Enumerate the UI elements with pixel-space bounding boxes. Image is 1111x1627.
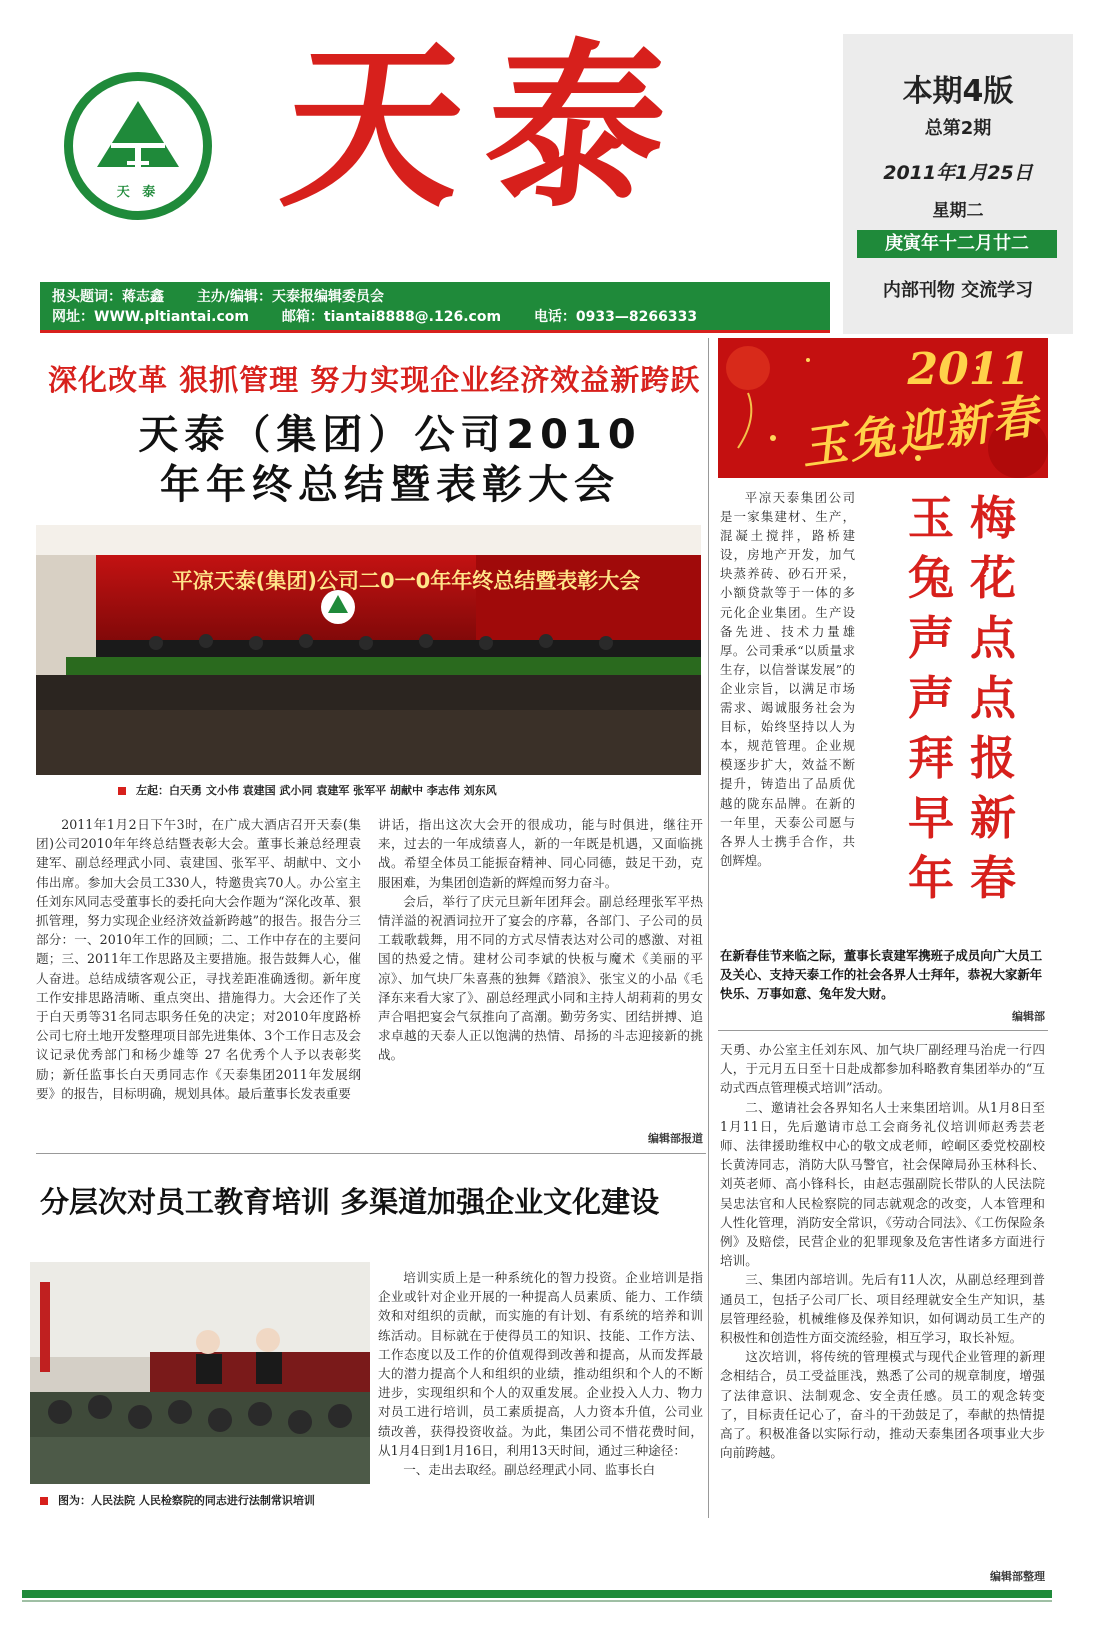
lunar-date: 庚寅年十二月廿二 [857,230,1057,258]
article2-photo-caption [40,1492,315,1508]
email: 邮箱：tiantai8888@.126.com [281,309,502,325]
article1-col1 [36,815,361,1103]
article2-right-col [720,1040,1045,1462]
info-bar [40,282,830,330]
greeting-signature: 编辑部 [1012,1010,1045,1023]
issue-weekday: 星期二 [932,201,984,221]
article1-headline-line1: 天泰（集团）公司2010 [138,412,642,458]
footer-thin-rule [22,1600,1052,1602]
poem-char: 点 [970,611,1016,665]
tree-logo-icon [87,95,189,195]
article1-signature: 编辑部报道 [648,1132,703,1145]
masthead-rule [40,330,830,333]
article2-left-col [378,1268,703,1479]
greeting-body [720,488,855,870]
article1-headline-line2: 年年终总结暨表彰大会 [160,462,620,508]
article2-right-p3: 三、集团内部培训。先后有11人次，从副总经理到普通员工，包括子公司厂长、项目经理就安全生产知识，基层管理经验，机械维修及保养知识，如何调动员工生产的积极性和创造性方面交流经验，相互学习，取长补短。 [720,1272,1045,1346]
greeting-bold-text: 在新春佳节来临之际，董事长袁建军携班子成员向广大员工及关心、支持天泰工作的社会各界人士拜年，恭祝大家新年快乐、万事如意、兔年发大财。 [720,948,1043,1001]
greeting-divider [718,1030,1048,1031]
website: 网址：WWW.pltiantai.com [52,309,249,325]
poem-char: 早 [908,791,954,845]
banner-year: 2011 [907,344,1030,395]
inscription: 报头题词：蒋志鑫 [52,289,164,305]
article2-right-p4: 这次培训，将传统的管理模式与现代企业管理的新理念相结合，员工受益匪浅，熟悉了公司的规章制度，增强了法律意识、法制观念、安全责任感。员工的观念转变了，目标责任记心了，奋斗的干劲鼓足了，奉献的热情提高了。积极准备以实际行动，推动天泰集团各项事业大步向前跨越。 [720,1349,1045,1461]
caption-marker-icon [40,1497,48,1505]
issue-date: 2011年1月25日 [883,162,1033,184]
newspaper-logo [64,72,212,220]
article1-col1-text: 2011年1月2日下午3时，在广成大酒店召开天泰(集团)公司2010年年终总结暨表彰大会。董事长兼总经理袁建军、副总经理武小同、袁建国、张军平、胡献中、文小伟出席。参加大会员工330人，特邀贵宾70人。办公室主任刘东风同志受董事长的委托向大会作题为“深化改革、狠抓管理，努力实现企业经济效益新跨越”的报告。报告分三部分：一、2010年工作的回顾；二、工作中存在的主要问题；三、2011年工作思路及主要措施。报告鼓舞人心，催人奋进。总结成绩客观公正，寻找差距准确透彻。新年度工作安排思路清晰、重点突出、措施得力。大会还作了关于白天勇等31名同志职务任免的决定；对2010年度路桥公司七府土地开发整理项目部先进集体、3个工作日志及会议记录优秀部门和杨少雄等 27 名优秀个人予以表彰奖励；新任监事长白天勇同志作《天泰集团2011年发展纲要》的报告，目标明确，规划具体。最后董事长发表重要 [36,817,361,1101]
new-year-banner [718,338,1048,478]
article1-col2-p1: 讲话，指出这次大会开的很成功，能与时俱进，继往开来，过去的一年成绩喜人，新的一年既是机遇，又面临挑战。希望全体员工能振奋精神、同心同德，鼓足干劲，克服困难，为集团创造新的辉煌而努力奋斗。 [378,817,703,890]
article2-left-text: 培训实质上是一种系统化的智力投资。企业培训是指企业或针对企业开展的一种提高人员素质、能力、工作绩效和对组织的贡献，而实施的有计划、有系统的培养和训练活动。目标就在于使得员工的知识、技能、工作方法、工作态度以及工作的价值观得到改善和提高，从而发挥最大的潜力提高个人和组织的业绩，推动组织和个人的不断进步，实现组织和个人的双重发展。企业投入人力、物力对员工进行培训，员工素质提高，人力资本升值，公司业绩改善，获得投资收益。为此，集团公司不惜花费时间，从1月4日到1月16日，利用13天时间，通过三种途径： [378,1270,703,1458]
poem-char: 点 [970,671,1016,725]
logo-text: 天 泰 [116,185,160,200]
article1-kicker: 深化改革 狠抓管理 努力实现企业经济效益新跨跃 [48,363,701,397]
column-divider [708,338,709,1518]
editor-info: 主办/编辑：天泰报编辑委员会 [196,289,384,305]
poem-char: 梅 [970,491,1016,545]
poem-char: 花 [970,551,1016,605]
article2-signature: 编辑部整理 [990,1570,1045,1583]
training-scene-image [30,1262,370,1484]
article1-col2 [378,815,703,1065]
poem-char: 声 [908,611,954,665]
poem-char: 玉 [908,491,954,545]
article2-right-p2: 二、邀请社会各界知名人士来集团培训。从1月8日至1月11日，先后邀请市总工会商务礼仪培训师赵秀芸老师、法律援助维权中心的敬文成老师，崆峒区委党校副校长黄涛同志，消防大队马警官，社会保障局孙玉林科长、刘英老师、高小锋科长，由赵志强副院长带队的人民法院吴忠法官和人民检察院的同志就观念的改变，人本管理和人性化管理，消防安全常识，《劳动合同法》、《工伤保险条例》及赔偿，民营企业的犯罪现象及危害性诸多方面进行培训。 [720,1099,1045,1269]
article1-photo-caption [118,782,497,798]
photo-banner-text: 平凉天泰(集团)公司二0一0年年终总结暨表彰大会 [171,569,641,593]
banner-text: 玉兔迎新春 [797,388,1044,476]
training-photo [30,1262,370,1484]
poem-left-column [900,488,962,908]
newspaper-title: 天泰 [274,22,701,231]
issue-info-box [843,34,1073,334]
tagline: 内部刊物 交流学习 [882,280,1034,301]
poem-char: 拜 [908,731,954,785]
article2-right-p1: 天勇、办公室主任刘东风、加气块厂副经理马治虎一行四人，于元月五日至十日赴成都参加科略教育集团举办的“互动式西点管理模式培训”活动。 [720,1042,1045,1096]
poem-char: 声 [908,671,954,725]
poem-char: 年 [908,851,954,905]
article2-left-text-2: 一、走出去取经。副总经理武小同、监事长白 [403,1462,656,1478]
conference-photo [36,525,701,775]
issue-number: 总第2期 [924,118,992,139]
article1-col2-p2: 会后，举行了庆元旦新年团拜会。副总经理张军平热情洋溢的祝酒词拉开了宴会的序幕，各部门、子公司的员工载歌载舞，用不同的方式尽情表达对公司的感激、对祖国的热爱之情。建材公司李斌的快板与魔术《美丽的平凉》、加气块厂朱喜燕的独舞《踏浪》、张宝义的小品《毛泽东来看大家了》、副总经理武小同和主持人胡莉莉的男女声合唱把宴会气氛推向了高潮。勤劳务实、团结拼搏、追求卓越的天泰人正以饱满的热情、昂扬的斗志迎接新的挑战。 [378,893,703,1063]
article1-headline [90,410,690,510]
caption-text: 左起：白天勇 文小伟 袁建国 武小同 袁建军 张军平 胡献中 李志伟 刘东风 [136,784,497,797]
conference-scene-image [36,525,701,775]
caption-marker-icon [118,787,126,795]
poem-char: 报 [970,731,1016,785]
issue-pages: 本期4版 [902,74,1014,109]
article2-headline: 分层次对员工教育培训 多渠道加强企业文化建设 [40,1185,660,1219]
poem-char: 兔 [908,551,954,605]
poem-right-column [962,488,1024,908]
phone: 电话：0933—8266333 [533,309,698,325]
greeting-body-text: 平凉天泰集团公司是一家集建材、生产，混凝土搅拌，路桥建设，房地产开发，加气块蒸养砖、砂石开采，小额贷款等于一体的多元化企业集团。生产设备先进、技术力量雄厚。公司秉承“以质量求生存，以信誉谋发展”的企业宗旨，以满足市场需求、竭诚服务社会为目标，始终坚持以人为本，规范管理。企业规模逐步扩大，效益不断提升，铸造出了品质优越的陇东品牌。在新的一年里，天泰公司愿与各界人士携手合作，共创辉煌。 [720,490,855,868]
caption-text: 图为：人民法院 人民检察院的同志进行法制常识培训 [58,1494,315,1507]
footer-rule [22,1590,1052,1598]
poem-char: 新 [970,791,1016,845]
poem-char: 春 [970,851,1016,905]
article-divider [36,1153,706,1154]
